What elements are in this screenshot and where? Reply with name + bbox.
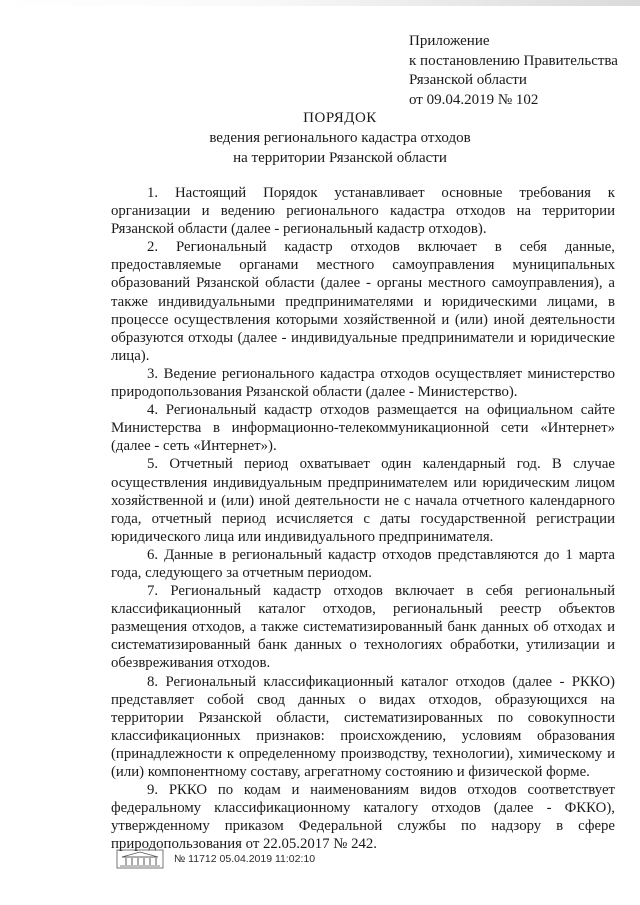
registration-footer — [116, 848, 315, 870]
title-block — [60, 108, 620, 168]
paragraph: 8. Региональный классификационный каталог отходов (далее - РККО) представляет собой свод данных о видах отходов, образующихся на территории Рязанской области, систематизированных по совокупности классификационных признаков: происхождению, условиям образования (принадлежности к определенному производству, технологии), химическому и (или) компонентному составу, агрегатному состоянию и физической форме. — [111, 673, 615, 780]
attachment-line: Рязанской области — [409, 72, 527, 88]
paragraph: 9. РККО по кодам и наименованиям видов отходов соответствует федеральному классификационному каталогу отходов (далее - ФККО), утвержденному приказом Федеральной службы по надзору в сфере природопользования от 22.05.2017 № 242. — [111, 782, 615, 853]
scan-edge — [0, 0, 640, 6]
paragraph: 5. Отчетный период охватывает один календарный год. В случае осуществления индивидуальным предпринимателем или юридическим лицом хозяйственной и (или) иной деятельности не с начала отчетного календарного года, отчетный период исчисляется с даты государственной регистрации юридического лица или индивидуального предпринимателя. — [111, 456, 615, 545]
attachment-line: Приложение — [409, 33, 490, 49]
document-body — [111, 184, 615, 853]
paragraph: 1. Настоящий Порядок устанавливает основные требования к организации и ведению регионального кадастра отходов на территории Рязанской области (далее - региональный кадастр отходов). — [111, 185, 615, 238]
building-stamp-icon — [116, 849, 164, 869]
attachment-block — [409, 32, 634, 110]
paragraph: 7. Региональный кадастр отходов включает в себя региональный классификационный каталог отходов, региональный реестр объектов размещения отходов, а также систематизированный банк данных об отходах и систематизированный банк данных о технологиях обработки, утилизации и обезвреживания отходов. — [111, 583, 615, 672]
paragraph: 6. Данные в региональный кадастр отходов представляются до 1 марта года, следующего за отчетным периодом. — [111, 546, 615, 581]
document-heading: ПОРЯДОК — [303, 110, 377, 126]
paragraph: 4. Региональный кадастр отходов размещается на официальном сайте Министерства в информационно-телекоммуникационной сети «Интернет» (далее - сеть «Интернет»). — [111, 402, 615, 455]
paragraph: 3. Ведение регионального кадастра отходов осуществляет министерство природопользования Рязанской области (далее - Министерство). — [111, 365, 615, 401]
paragraph: 2. Региональный кадастр отходов включает в себя данные, предоставляемые органами местного самоуправления муниципальных образований Рязанской области (далее - органы местного самоуправления), а также индивидуальными предпринимателями и юридическими лицами, в процессе осуществления которыми хозяйственной и (или) иной деятельности образуются отходы (далее - индивидуальные предприниматели и юридические лица). — [111, 239, 615, 364]
registration-number: № 11712 05.04.2019 11:02:10 — [174, 853, 316, 865]
document-subtitle: ведения регионального кадастра отходов — [209, 130, 471, 146]
attachment-line: от 09.04.2019 № 102 — [409, 91, 539, 108]
document-subtitle: на территории Рязанской области — [233, 150, 447, 166]
attachment-line: к постановлению Правительства — [409, 52, 618, 69]
